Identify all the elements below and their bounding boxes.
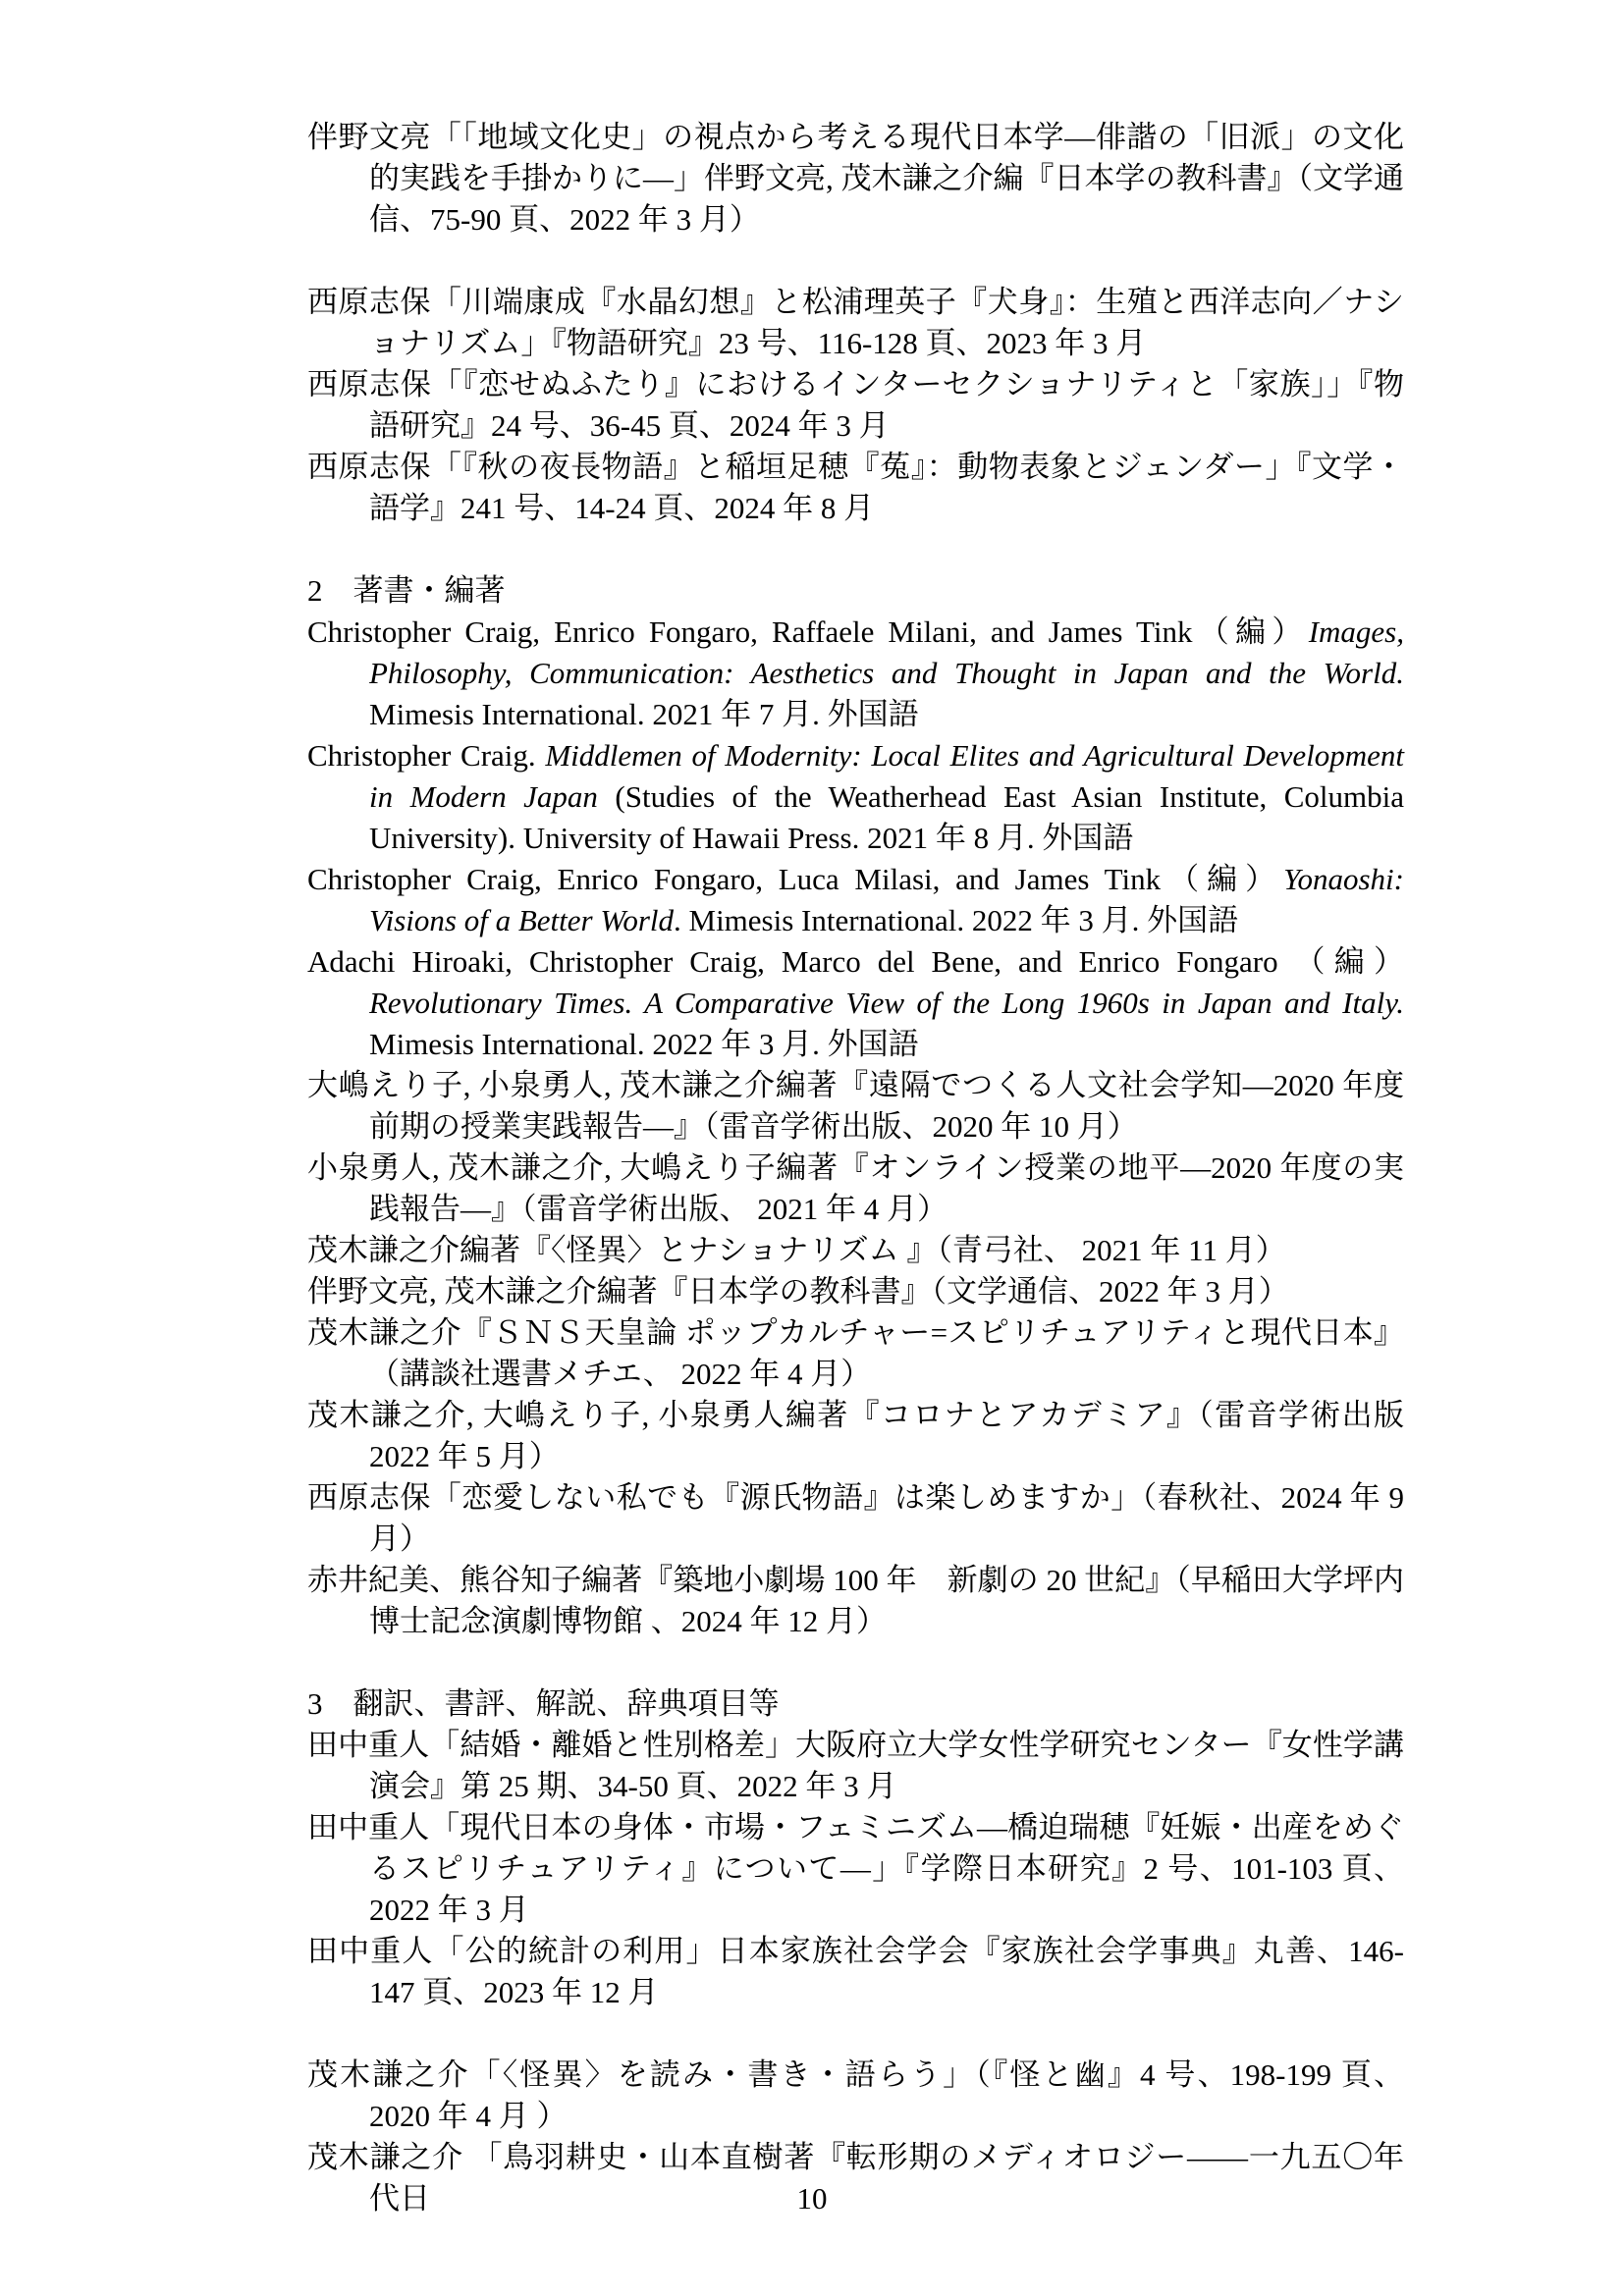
paragraph-spacer — [307, 1642, 1404, 1683]
bibliography-entry — [307, 282, 1404, 364]
bibliography-entry — [307, 859, 1404, 941]
entry-text: Christopher Craig, Enrico Fongaro, Raffaele Milani, and James Tink（編） — [307, 614, 1309, 649]
entry-text: 大嶋えり子, 小泉勇人, 茂木謙之介編著『遠隔でつくる人文社会学知―2020 年度前期の授業実践報告―』（雷音学術出版、2020 年 10 月） — [307, 1068, 1404, 1144]
bibliography-entry — [307, 1477, 1404, 1560]
entry-text: 西原志保「恋愛しない私でも『源氏物語』は楽しめますか」（春秋社、2024 年 9 月） — [307, 1480, 1404, 1556]
book-title-text: Images, Philosophy, Communication: Aesthetics and Thought in Japan and the World. — [369, 614, 1404, 690]
bibliography-entry — [307, 1560, 1404, 1642]
entry-text: 2 著書・編著 — [307, 573, 506, 608]
entry-text: 3 翻訳、書評、解説、辞典項目等 — [307, 1686, 780, 1721]
bibliography-entry — [307, 1807, 1404, 1931]
entry-text: Christopher Craig. — [307, 738, 546, 773]
bibliography-entry — [307, 2055, 1404, 2137]
paragraph-spacer — [307, 240, 1404, 282]
entry-text: Mimesis International. 2022 年 3 月. 外国語 — [369, 1027, 919, 1061]
entry-text: 赤井紀美、熊谷知子編著『築地小劇場 100 年 新劇の 20 世紀』（早稲田大学坪内博士記念演劇博物館 、2024 年 12 月） — [307, 1563, 1404, 1638]
entry-text: 茂木謙之介, 大嶋えり子, 小泉勇人編著『コロナとアカデミア』（雷音学術出版 2022 年 5 月） — [307, 1398, 1404, 1473]
entry-text: 西原志保「『恋せぬふたり』におけるインターセクショナリティと「家族」」『物語研究』24 号、36-45 頁、2024 年 3 月 — [307, 367, 1404, 443]
entry-text: . Mimesis International. 2022 年 3 月. 外国語 — [674, 903, 1239, 937]
entry-text: 伴野文亮「「地域文化史」の視点から考える現代日本学―俳諧の「旧派」の文化的実践を手掛かりに―」伴野文亮, 茂木謙之介編『日本学の教科書』（文学通信、75-90 頁、2022 年 3 月） — [307, 120, 1404, 237]
bibliography-entry — [307, 1271, 1404, 1312]
entry-text: 茂木謙之介『ＳＮＳ天皇論 ポップカルチャー=スピリチュアリティと現代日本』（講談社選書メチエ、 2022 年 4 月） — [307, 1315, 1404, 1391]
bibliography-entry — [307, 735, 1404, 859]
entry-text: Christopher Craig, Enrico Fongaro, Luca Milasi, and James Tink（編） — [307, 862, 1284, 896]
entry-text: 伴野文亮, 茂木謙之介編著『日本学の教科書』（文学通信、2022 年 3 月） — [307, 1274, 1289, 1308]
page-number: 10 — [796, 2181, 828, 2216]
entry-text: 西原志保「『秋の夜長物語』と稲垣足穂『菟』：動物表象とジェンダー」『文学・語学』241 号、14-24 頁、2024 年 8 月 — [307, 450, 1404, 525]
entry-text: 田中重人「結婚・離婚と性別格差」大阪府立大学女性学研究センター『女性学講演会』第 25 期、34-50 頁、2022 年 3 月 — [307, 1728, 1404, 1803]
bibliography-entry — [307, 1395, 1404, 1477]
bibliography-entry — [307, 1148, 1404, 1230]
entry-text: 茂木謙之介「〈怪異〉を読み・書き・語らう」（『怪と幽』4 号、198-199 頁、 2020 年 4 月 ） — [307, 2057, 1404, 2133]
bibliography-entry — [307, 364, 1404, 447]
bibliography-entry — [307, 117, 1404, 240]
entry-text: (Studies of the Weatherhead East Asian Institute, Columbia University). University of Hawaii Press. 2021 年 8 月. 外国語 — [369, 779, 1404, 855]
entry-text: 田中重人「公的統計の利用」日本家族社会学会『家族社会学事典』丸善、146-147 頁、2023 年 12 月 — [307, 1934, 1404, 2009]
bibliography-entry — [307, 1725, 1404, 1807]
paragraph-spacer — [307, 529, 1404, 570]
book-title-text: Yonaoshi: Visions of a Better World — [369, 862, 1404, 937]
entry-text: 小泉勇人, 茂木謙之介, 大嶋えり子編著『オンライン授業の地平―2020 年度の実践報告―』（雷音学術出版、 2021 年 4 月） — [307, 1150, 1404, 1226]
bibliography-entry — [307, 447, 1404, 529]
book-title-text: Revolutionary Times. A Comparative View of the Long 1960s in Japan and Italy. — [369, 986, 1404, 1020]
paragraph-spacer — [307, 2013, 1404, 2055]
section-heading — [307, 1683, 1404, 1725]
bibliography-entry — [307, 1230, 1404, 1271]
entry-text: 茂木謙之介編著『〈怪異〉とナショナリズム 』（青弓社、 2021 年 11 月） — [307, 1233, 1286, 1267]
bibliography-entry — [307, 941, 1404, 1065]
entry-text: 西原志保「川端康成『水晶幻想』と松浦理英子『犬身』：生殖と西洋志向／ナショナリズム」『物語研究』23 号、116-128 頁、2023 年 3 月 — [307, 285, 1404, 360]
bibliography-entry — [307, 1312, 1404, 1395]
book-title-text: Middlemen of Modernity: Local Elites and Agricultural Development in Modern Japan — [369, 738, 1405, 814]
section-heading — [307, 570, 1404, 612]
bibliography-content — [307, 117, 1404, 2219]
entry-text: Mimesis International. 2021 年 7 月. 外国語 — [369, 697, 919, 731]
entry-text: 田中重人「現代日本の身体・市場・フェミニズム―橋迫瑞穂『妊娠・出産をめぐるスピリチュアリティ』について―」『学際日本研究』2 号、101-103 頁、2022 年 3 月 — [307, 1810, 1404, 1927]
bibliography-entry — [307, 1931, 1404, 2013]
entry-text: 茂木謙之介 「鳥羽耕史・山本直樹著『転形期のメディオロジー――一九五〇年代日 — [307, 2140, 1404, 2216]
entry-text: Adachi Hiroaki, Christopher Craig, Marco del Bene, and Enrico Fongaro （編） — [307, 944, 1404, 979]
bibliography-entry — [307, 612, 1404, 735]
bibliography-entry — [307, 1065, 1404, 1148]
